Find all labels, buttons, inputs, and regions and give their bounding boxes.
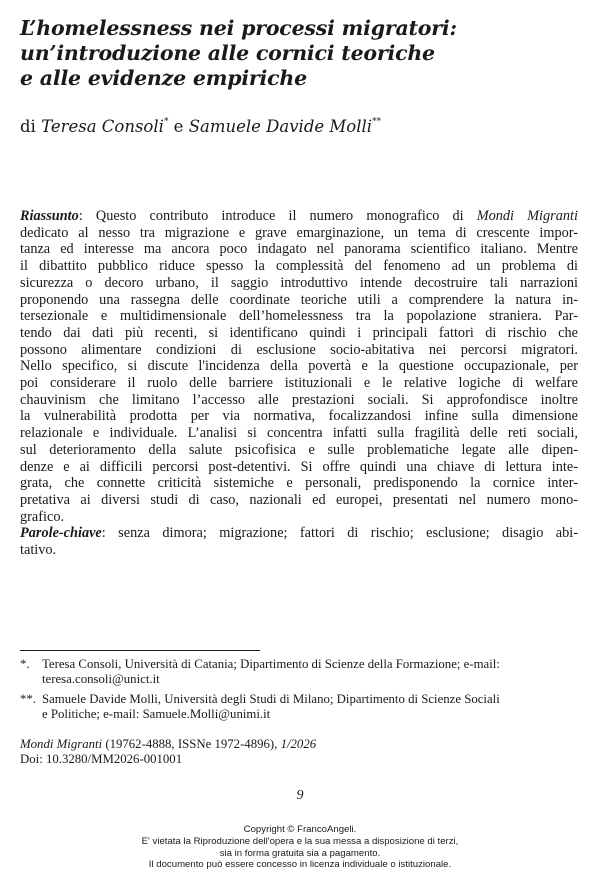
footnote-marker-1: * — [163, 117, 169, 127]
journal-name: Mondi Migranti — [476, 208, 578, 224]
citation-journal: Mondi Migranti — [20, 737, 103, 751]
footnote-marker-2: ** — [372, 117, 382, 127]
abstract-line: dedicato al nesso tra migrazione e grave emarginazione, un tema di crescente impor- — [20, 224, 578, 241]
keywords-label: Parole-chiave — [20, 525, 102, 542]
citation-issn: (19762-4888, ISSNe 1972-4896), — [102, 737, 281, 751]
journal-citation — [20, 737, 316, 767]
abstract-line: pretativa ai diversi studi di caso, nazionali ed europei, presentati nel numero mono- — [20, 491, 578, 508]
abstract-line: grafico. — [20, 508, 65, 525]
article-title — [20, 16, 580, 91]
abstract-line — [20, 208, 578, 225]
abstract-line: Nello specifico, si discute l'incidenza della povertà e la questione occupazionale, per — [20, 358, 578, 375]
copyright-line: sia in forma gratuita sia a pagamento. — [219, 847, 381, 859]
keywords-line — [20, 525, 578, 542]
abstract-intro-text: : Questo contributo introduce il numero monografico di — [78, 208, 477, 224]
abstract-line: tendo dai dati più recenti, si identificano quindi i principali fattori di rischio che — [20, 324, 578, 341]
authors-conjunction: e — [168, 117, 189, 136]
author-line — [20, 117, 381, 136]
footnote-text: Samuele Davide Molli, Università degli Studi di Milano; Dipartimento di Scienze Sociali — [42, 692, 500, 707]
footnote-text: e Politiche; e-mail: Samuele.Molli@unimi.it — [42, 706, 271, 721]
footnote — [20, 657, 580, 686]
abstract-line: tanza ed interesse ma ancora poco indagato nel panorama scientifico italiano. Mentre — [20, 241, 578, 258]
footnotes — [20, 657, 580, 727]
abstract-line: chauvinism che limitano l’accesso alle prestazioni sociali. Si approfondisce inoltre — [20, 391, 578, 408]
copyright-line: E' vietata la Riproduzione dell'opera e la sua messa a disposizione di terzi, — [141, 835, 459, 847]
footnote-email: teresa.consoli@unict.it — [42, 671, 160, 686]
abstract-line: poi considerare il ruolo delle barriere istituzionali e le relative logiche di welfare — [20, 375, 578, 392]
author-name-2: Samuele Davide Molli — [188, 117, 373, 136]
abstract-line: possono alimentare condizioni di esclusione socio-abitativa nei percorsi migratori. — [20, 341, 578, 358]
abstract-line: relazionale e individuale. L’analisi si concentra infatti sulla fragilità delle reti sociali, — [20, 425, 578, 442]
abstract-line: sul deterioramento della salute psicofisica e sulle problematiche legate alle dipen- — [20, 441, 578, 458]
citation-issue: 1/2026 — [280, 737, 317, 751]
author-name-1: Teresa Consoli — [41, 117, 164, 136]
citation-line — [20, 737, 316, 752]
title-line: L’homelessness nei processi migratori: — [20, 16, 457, 40]
abstract-line: tersezionale e multidimensionale dell’homelessness tra la popolazione straniera. Par- — [20, 308, 578, 325]
abstract-label: Riassunto — [20, 208, 79, 224]
authors-prefix: di — [20, 117, 42, 136]
title-line: e alle evidenze empiriche — [20, 66, 307, 90]
title-line: un’introduzione alle cornici teoriche — [20, 41, 435, 65]
copyright-line: Il documento può essere concesso in licenza individuale o istituzionale. — [148, 859, 452, 871]
copyright-notice — [0, 824, 600, 871]
abstract-line: il dibattito pubblico riduce spesso la complessità del fenomeno ad un problema di — [20, 258, 578, 275]
abstract-line: denze e ai difficili percorsi post-detentivi. Si offre quindi una chiave di lettura inte- — [20, 458, 578, 475]
abstract-line: grata, che connette criticità sistemiche e personali, predisponendo la cornice inter- — [20, 475, 578, 492]
page-number: 9 — [296, 788, 304, 803]
footnote-separator — [20, 650, 260, 651]
footnote — [20, 692, 580, 721]
abstract-line: proponendo una rassegna delle coordinate teoriche utili a comprendere la natura in- — [20, 291, 578, 308]
abstract-line: la vulnerabilità prodotta per via normativa, focalizzandosi infine sulla dimensione — [20, 408, 578, 425]
abstract — [20, 208, 578, 559]
citation-doi: Doi: 10.3280/MM2026-001001 — [20, 752, 183, 766]
footnote-marker: *. — [20, 657, 30, 671]
footnote-marker: **. — [20, 692, 36, 707]
footnote-text: Teresa Consoli, Università di Catania; Dipartimento di Scienze della Formazione; e-mail: — [42, 657, 500, 671]
abstract-line: sicurezza o decoro urbano, il saggio introduttivo intende decostruire tali narrazioni — [20, 274, 578, 291]
keywords-text: : senza dimora; migrazione; fattori di rischio; esclusione; disagio abi- — [101, 525, 578, 542]
keywords-line: tativo. — [20, 542, 57, 559]
copyright-line: Copyright © FrancoAngeli. — [243, 824, 357, 835]
